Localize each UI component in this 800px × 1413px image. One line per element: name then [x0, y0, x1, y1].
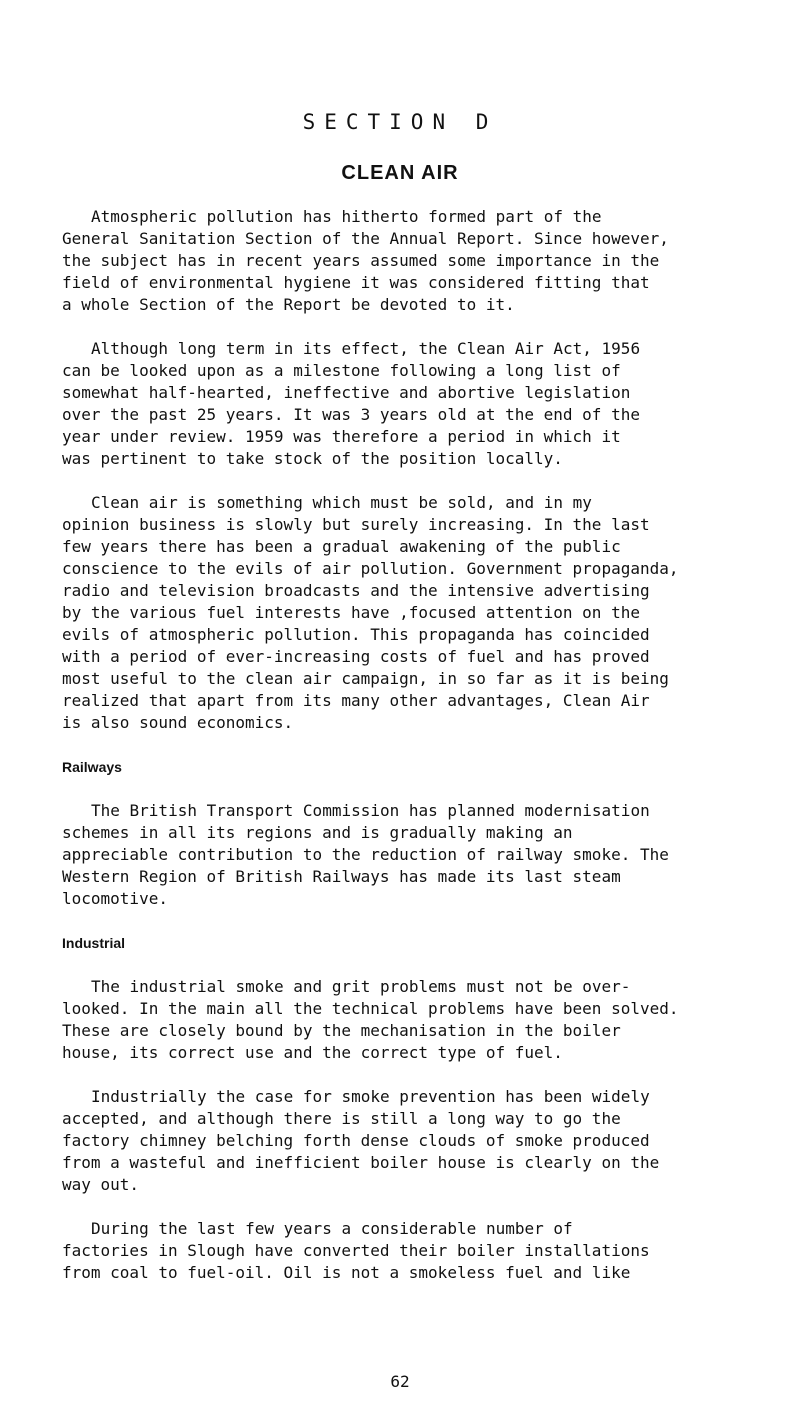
text-line: from a wasteful and inefficient boiler house is clearly on the: [62, 1153, 660, 1172]
heading-industrial: Industrial: [62, 935, 126, 951]
text-line: The industrial smoke and grit problems must not be over-: [91, 977, 631, 996]
text-line: Although long term in its effect, the Clean Air Act, 1956: [91, 339, 641, 358]
heading-railways: Railways: [62, 759, 122, 775]
text-line: the subject has in recent years assumed some importance in the: [62, 251, 660, 270]
page-title: CLEAN AIR: [341, 162, 459, 184]
text-line: accepted, and although there is still a long way to go the: [62, 1109, 621, 1128]
text-line: is also sound economics.: [62, 713, 294, 732]
page-number: 62: [390, 1372, 410, 1391]
text-line: During the last few years a considerable number of: [91, 1219, 573, 1238]
document-body: [62, 206, 752, 1306]
text-line: These are closely bound by the mechanisation in the boiler: [62, 1021, 621, 1040]
text-line: General Sanitation Section of the Annual Report. Since however,: [62, 229, 669, 248]
text-line: appreciable contribution to the reduction of railway smoke. The: [62, 845, 669, 864]
paragraph-railways: [62, 800, 752, 910]
text-line: house, its correct use and the correct type of fuel.: [62, 1043, 563, 1062]
text-line: locomotive.: [62, 889, 168, 908]
text-line: by the various fuel interests have ,focused attention on the: [62, 603, 640, 622]
text-line: conscience to the evils of air pollution. Government propaganda,: [62, 559, 679, 578]
text-line: opinion business is slowly but surely increasing. In the last: [62, 515, 650, 534]
paragraph-clean-air-act: [62, 338, 752, 470]
text-line: looked. In the main all the technical problems have been solved.: [62, 999, 679, 1018]
text-line: Clean air is something which must be sold, and in my: [91, 493, 592, 512]
text-line: most useful to the clean air campaign, in so far as it is being: [62, 669, 669, 688]
text-line: factories in Slough have converted their boiler installations: [62, 1241, 650, 1260]
text-line: The British Transport Commission has planned modernisation: [91, 801, 650, 820]
text-line: evils of atmospheric pollution. This propaganda has coincided: [62, 625, 650, 644]
text-line: few years there has been a gradual awakening of the public: [62, 537, 621, 556]
text-line: somewhat half-hearted, ineffective and abortive legislation: [62, 383, 631, 402]
text-line: factory chimney belching forth dense clouds of smoke produced: [62, 1131, 650, 1150]
text-line: Industrially the case for smoke prevention has been widely: [91, 1087, 650, 1106]
text-line: over the past 25 years. It was 3 years old at the end of the: [62, 405, 640, 424]
text-line: year under review. 1959 was therefore a period in which it: [62, 427, 621, 446]
text-line: from coal to fuel-oil. Oil is not a smokeless fuel and like: [62, 1263, 631, 1282]
paragraph-public-conscience: [62, 492, 752, 734]
text-line: can be looked upon as a milestone following a long list of: [62, 361, 621, 380]
text-line: with a period of ever-increasing costs of fuel and has proved: [62, 647, 650, 666]
text-line: schemes in all its regions and is gradually making an: [62, 823, 573, 842]
paragraph-intro: [62, 206, 752, 316]
text-line: Western Region of British Railways has made its last steam: [62, 867, 621, 886]
text-line: radio and television broadcasts and the intensive advertising: [62, 581, 650, 600]
paragraph-fuel-oil: [62, 1218, 752, 1284]
text-line: way out.: [62, 1175, 140, 1194]
paragraph-industrial-problems: [62, 976, 752, 1064]
section-label: SECTION D: [302, 110, 498, 134]
paragraph-smoke-prevention: [62, 1086, 752, 1196]
text-line: field of environmental hygiene it was considered fitting that: [62, 273, 650, 292]
text-line: a whole Section of the Report be devoted to it.: [62, 295, 515, 314]
text-line: Atmospheric pollution has hitherto formed part of the: [91, 207, 602, 226]
text-line: was pertinent to take stock of the position locally.: [62, 449, 563, 468]
text-line: realized that apart from its many other advantages, Clean Air: [62, 691, 650, 710]
